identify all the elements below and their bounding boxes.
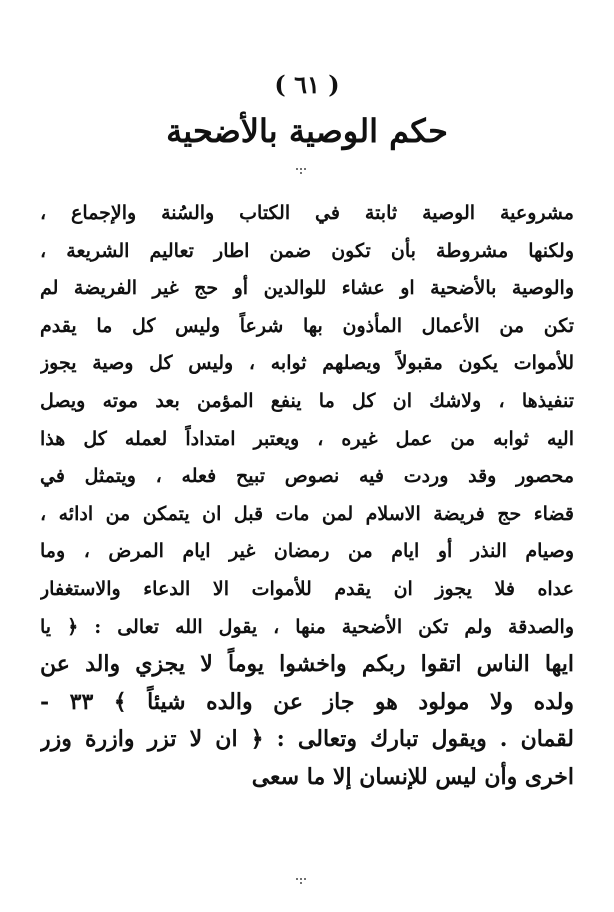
text-line: للأموات يكون مقبولاً ويصلهم ثوابه ، وليس كل وصية يجوز xyxy=(40,352,574,375)
text-line: ولكنها مشروطة بأن تكون ضمن اطار تعاليم الشريعة ، xyxy=(40,239,574,262)
text-line: تنفيذها ، ولاشك ان كل ما ينفع المؤمن بعد موته ويصل xyxy=(40,389,574,412)
ornament-dots-top xyxy=(296,168,306,174)
text-line-quran: لقمان . ويقول تبارك وتعالى : ﴿ ان لا تزر وازرة وزر xyxy=(40,726,574,753)
text-line-quran: ولده ولا مولود هو جاز عن والده شيئاً ﴾ ٣٣ - xyxy=(40,688,574,715)
body-text xyxy=(40,195,574,797)
text-line: والوصية بالأضحية او عشاء للوالدين أو حج غير الفريضة لم xyxy=(40,277,574,300)
text-line: تكن من الأعمال المأذون بها شرعاً وليس كل ما يقدم xyxy=(40,314,574,337)
text-line: محصور وقد وردت فيه نصوص تبيح فعله ، ويتمثل في xyxy=(40,465,574,488)
text-line-quran: ايها الناس اتقوا ربكم واخشوا يوماً لا يجزي والد عن xyxy=(40,651,574,678)
text-line-quran: اخرى وأن ليس للإنسان إلا ما سعى xyxy=(251,763,574,790)
text-line: مشروعية الوصية ثابتة في الكتاب والسُنة والإجماع ، xyxy=(40,202,574,224)
text-line: وصيام النذر أو ايام من رمضان غير ايام المرض ، وما xyxy=(40,540,574,563)
text-line: اليه ثوابه من عمل غيره ، ويعتبر امتداداً لعمله كل هذا xyxy=(40,427,574,450)
text-line: قضاء حج فريضة الاسلام لمن مات قبل ان يتمكن من ادائه ، xyxy=(40,502,574,525)
text-line: والصدقة ولم تكن الأضحية منها ، يقول الله تعالى : ﴿ يا xyxy=(40,615,574,638)
ornament-dots-bottom xyxy=(296,878,306,884)
text-line: عداه فلا يجوز ان يقدم للأموات الا الدعاء والاستغفار xyxy=(40,577,574,600)
page-number: ( ٦١ ) xyxy=(274,70,340,99)
page-title: حكم الوصية بالأضحية xyxy=(166,112,448,150)
